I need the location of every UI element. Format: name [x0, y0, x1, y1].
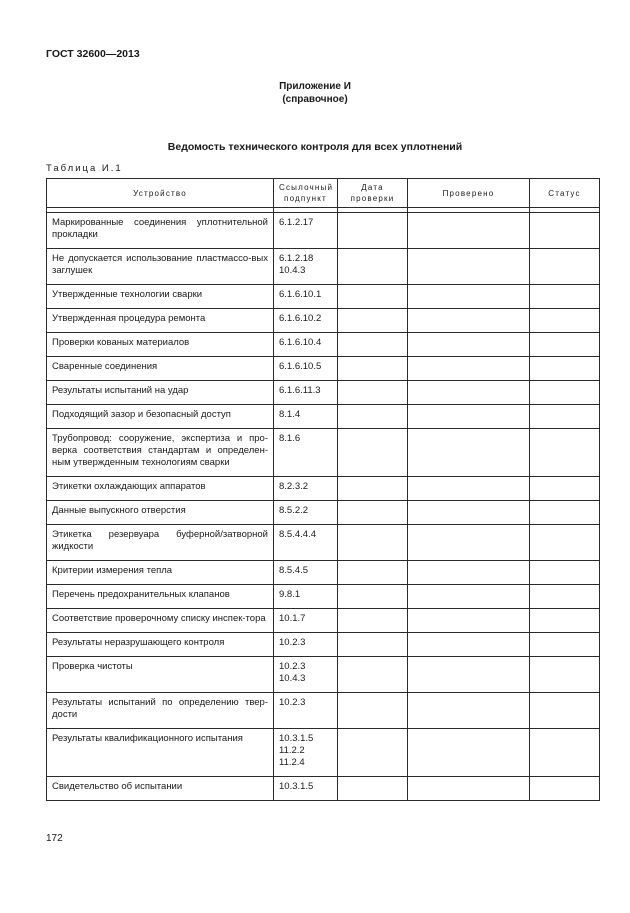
- check-date-cell: [338, 249, 408, 285]
- table-row: [47, 777, 600, 801]
- check-date-cell: [338, 657, 408, 693]
- reference-cell: 8.5.4.4.4: [274, 525, 338, 561]
- table-row: [47, 309, 600, 333]
- table-row: [47, 405, 600, 429]
- table-row: [47, 477, 600, 501]
- checked-cell: [408, 693, 530, 729]
- check-date-cell: [338, 357, 408, 381]
- device-cell: Сваренные соединения: [47, 357, 274, 381]
- status-cell: [530, 657, 600, 693]
- table-row: [47, 357, 600, 381]
- reference-cell: 6.1.6.10.1: [274, 285, 338, 309]
- check-date-cell: [338, 405, 408, 429]
- device-cell: Результаты квалификационного испытания: [47, 729, 274, 777]
- device-cell: Утвержденные технологии сварки: [47, 285, 274, 309]
- table-row: [47, 585, 600, 609]
- check-date-cell: [338, 429, 408, 477]
- table-row: [47, 609, 600, 633]
- status-cell: [530, 609, 600, 633]
- reference-cell: 6.1.6.10.4: [274, 333, 338, 357]
- device-cell: Этикетка резервуара буферной/затворной жидкости: [47, 525, 274, 561]
- reference-cell: 8.1.6: [274, 429, 338, 477]
- column-header-checked: Проверено: [408, 179, 530, 208]
- table-row: [47, 381, 600, 405]
- check-date-cell: [338, 309, 408, 333]
- reference-cell: 8.5.2.2: [274, 501, 338, 525]
- table-row: [47, 501, 600, 525]
- checked-cell: [408, 729, 530, 777]
- table-row: [47, 525, 600, 561]
- status-cell: [530, 381, 600, 405]
- reference-cell: 8.5.4.5: [274, 561, 338, 585]
- device-cell: Проверки кованых материалов: [47, 333, 274, 357]
- checked-cell: [408, 561, 530, 585]
- checked-cell: [408, 633, 530, 657]
- status-cell: [530, 501, 600, 525]
- checked-cell: [408, 657, 530, 693]
- column-header-reference: Ссылочный подпункт: [274, 179, 338, 208]
- check-date-cell: [338, 477, 408, 501]
- device-cell: Утвержденная процедура ремонта: [47, 309, 274, 333]
- reference-cell: 6.1.2.17: [274, 213, 338, 249]
- reference-cell: 10.3.1.5 11.2.2 11.2.4: [274, 729, 338, 777]
- checked-cell: [408, 249, 530, 285]
- status-cell: [530, 585, 600, 609]
- reference-cell: 6.1.2.18 10.4.3: [274, 249, 338, 285]
- check-date-cell: [338, 609, 408, 633]
- checked-cell: [408, 585, 530, 609]
- check-date-cell: [338, 501, 408, 525]
- status-cell: [530, 309, 600, 333]
- table-row: [47, 285, 600, 309]
- table-row: [47, 333, 600, 357]
- table-row: [47, 729, 600, 777]
- appendix-heading: [0, 80, 630, 106]
- device-cell: Этикетки охлаждающих аппаратов: [47, 477, 274, 501]
- device-cell: Результаты испытаний на удар: [47, 381, 274, 405]
- checked-cell: [408, 501, 530, 525]
- table-row: [47, 429, 600, 477]
- checked-cell: [408, 429, 530, 477]
- check-date-cell: [338, 285, 408, 309]
- device-cell: Проверка чистоты: [47, 657, 274, 693]
- check-date-cell: [338, 729, 408, 777]
- check-date-cell: [338, 525, 408, 561]
- checked-cell: [408, 357, 530, 381]
- reference-cell: 10.2.3 10.4.3: [274, 657, 338, 693]
- device-cell: Результаты неразрушающего контроля: [47, 633, 274, 657]
- reference-cell: 10.3.1.5: [274, 777, 338, 801]
- control-table: [46, 178, 600, 801]
- table-row: [47, 249, 600, 285]
- table-header-row: [47, 179, 600, 208]
- check-date-cell: [338, 585, 408, 609]
- device-cell: Маркированные соединения уплотнительной прокладки: [47, 213, 274, 249]
- check-date-cell: [338, 693, 408, 729]
- reference-cell: 6.1.6.10.5: [274, 357, 338, 381]
- table-body: [47, 208, 600, 801]
- device-cell: Соответствие проверочному списку инспек-тора: [47, 609, 274, 633]
- table-row: [47, 693, 600, 729]
- status-cell: [530, 693, 600, 729]
- check-date-cell: [338, 213, 408, 249]
- status-cell: [530, 633, 600, 657]
- status-cell: [530, 477, 600, 501]
- table-row: [47, 561, 600, 585]
- checked-cell: [408, 333, 530, 357]
- status-cell: [530, 429, 600, 477]
- status-cell: [530, 729, 600, 777]
- device-cell: Данные выпускного отверстия: [47, 501, 274, 525]
- check-date-cell: [338, 381, 408, 405]
- reference-cell: 10.1.7: [274, 609, 338, 633]
- page-number: 172: [46, 833, 63, 844]
- reference-cell: 9.8.1: [274, 585, 338, 609]
- table-row: [47, 213, 600, 249]
- document-title: Ведомость технического контроля для всех уплотнений: [167, 141, 463, 153]
- column-header-check-date: Дата проверки: [338, 179, 408, 208]
- status-cell: [530, 249, 600, 285]
- table-row: [47, 633, 600, 657]
- reference-cell: 8.2.3.2: [274, 477, 338, 501]
- column-header-device: Устройство: [47, 179, 274, 208]
- status-cell: [530, 285, 600, 309]
- status-cell: [530, 777, 600, 801]
- status-cell: [530, 357, 600, 381]
- device-cell: Не допускается использование пластмассо-вых заглушек: [47, 249, 274, 285]
- status-cell: [530, 405, 600, 429]
- reference-cell: 6.1.6.10.2: [274, 309, 338, 333]
- reference-cell: 8.1.4: [274, 405, 338, 429]
- checked-cell: [408, 477, 530, 501]
- reference-cell: 10.2.3: [274, 633, 338, 657]
- reference-cell: 6.1.6.11.3: [274, 381, 338, 405]
- status-cell: [530, 525, 600, 561]
- device-cell: Перечень предохранительных клапанов: [47, 585, 274, 609]
- checked-cell: [408, 213, 530, 249]
- appendix-title: Приложение И: [279, 81, 351, 92]
- checked-cell: [408, 405, 530, 429]
- check-date-cell: [338, 561, 408, 585]
- status-cell: [530, 213, 600, 249]
- device-cell: Подходящий зазор и безопасный доступ: [47, 405, 274, 429]
- check-date-cell: [338, 333, 408, 357]
- device-cell: Критерии измерения тепла: [47, 561, 274, 585]
- checked-cell: [408, 309, 530, 333]
- checked-cell: [408, 525, 530, 561]
- device-cell: Результаты испытаний по определению твер-дости: [47, 693, 274, 729]
- status-cell: [530, 333, 600, 357]
- document-code: ГОСТ 32600—2013: [46, 48, 140, 60]
- reference-cell: 10.2.3: [274, 693, 338, 729]
- table-label: Таблица И.1: [46, 163, 123, 174]
- check-date-cell: [338, 633, 408, 657]
- status-cell: [530, 561, 600, 585]
- checked-cell: [408, 381, 530, 405]
- appendix-subtitle: (справочное): [282, 94, 348, 105]
- checked-cell: [408, 609, 530, 633]
- checked-cell: [408, 777, 530, 801]
- device-cell: Свидетельство об испытании: [47, 777, 274, 801]
- device-cell: Трубопровод: сооружение, экспертиза и про-верка соответствия стандартам и определен-ным утвержденным технологиям сварки: [47, 429, 274, 477]
- check-date-cell: [338, 777, 408, 801]
- column-header-status: Статус: [530, 179, 600, 208]
- table-row: [47, 657, 600, 693]
- checked-cell: [408, 285, 530, 309]
